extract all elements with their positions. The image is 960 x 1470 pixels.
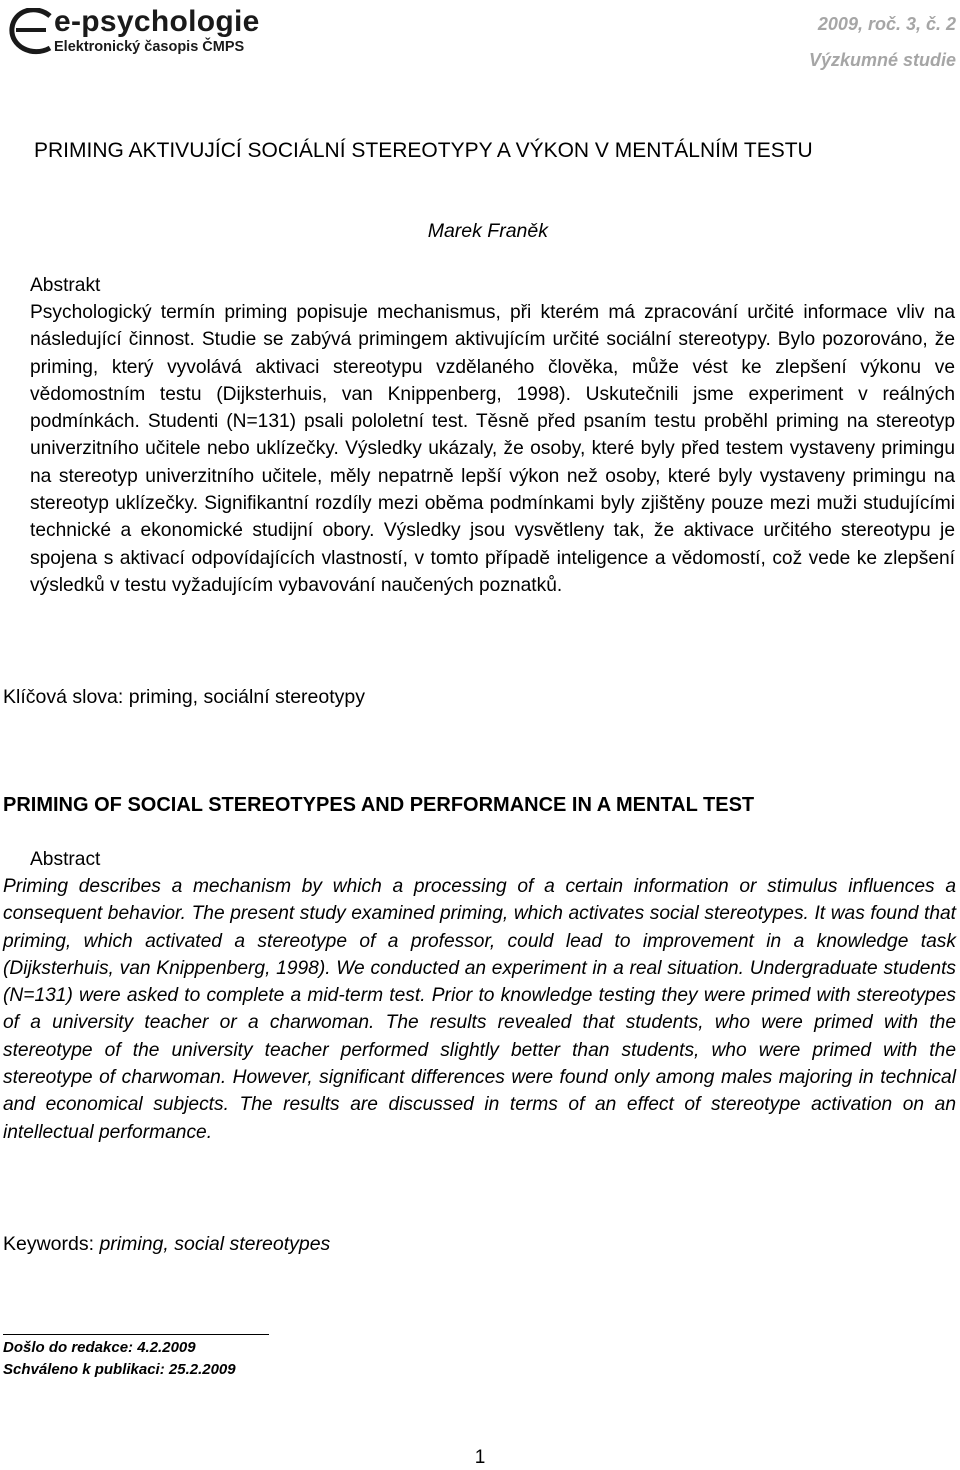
abstract-heading-en: Abstract (30, 849, 101, 870)
received-date: Došlo do redakce: 4.2.2009 (3, 1339, 196, 1356)
keywords-en-value: priming, social stereotypes (99, 1233, 331, 1255)
section-name: Výzkumné studie (808, 50, 956, 70)
keywords-en (3, 1230, 330, 1258)
abstract-text-cz: Psychologický termín priming popisuje mechanismus, při kterém má zpracování určité informace vliv na následující činnost. Studie se zabývá primingem aktivujícím určité sociální stereotypy. Bylo pozorováno, že priming, který vyvolává aktivaci stereotypu vzdělaného člověka, může vést ke zlepšení výkonu ve vědomostním testu (Dijksterhuis, van Knippenberg, 1998). Uskutečnili jsme experiment v reálných podmínkách. Studenti (N=131) psali pololetní test. Těsně před psaním testu proběhl priming na stereotyp univerzitního učitele nebo uklízečky. Výsledky ukázaly, že osoby, které byly před testem vystaveny primingu na stereotyp univerzitního učitele, měly nepatrně lepší výkon než osoby, které byly vystaveny primingu na stereotyp uklízečky. Signifikantní rozdíly mezi oběma podmínkami byly zjištěny pouze mezi muži studujícími technické a ekonomické studijní obory. Výsledky jsou vysvětleny tak, že aktivace určitého stereotypu je spojena s aktivací odpovídajících vlastností, v tomto případě inteligence a vědomostí, což vede ke zlepšení výsledků v testu vyžadujícím vybavování naučených poznatků. (30, 302, 955, 596)
abstract-heading-cz: Abstrakt (30, 275, 101, 296)
article-author: Marek Franěk (427, 220, 548, 242)
journal-logo-mark (6, 8, 58, 56)
issue-number: 2009, roč. 3, č. 2 (817, 14, 956, 34)
article-title-en: PRIMING OF SOCIAL STEREOTYPES AND PERFORMANCE IN A MENTAL TEST (3, 794, 755, 816)
journal-name: e-psychologie (54, 5, 260, 38)
page-header (0, 0, 960, 80)
article-title-cz: PRIMING AKTIVUJÍCÍ SOCIÁLNÍ STEREOTYPY A VÝKON V MENTÁLNÍM TESTU (34, 139, 813, 162)
keywords-en-label: Keywords: (3, 1233, 100, 1255)
issue-info (809, 6, 956, 78)
abstract-text-en: Priming describes a mechanism by which a processing of a certain information or stimulus influences a consequent behavior. The present study examined priming, which activates social stereotypes. It was found that priming, which activated a stereotype of a professor, could lead to improvement in a knowledge task (Dijksterhuis, van Knippenberg, 1998). We conducted an experiment in a real situation. Undergraduate students (N=131) were asked to complete a mid-term test. Prior to knowledge testing they were primed with stereotypes of a university teacher or a charwoman. The results revealed that students, who were primed with the stereotype of the university teacher performed slightly better than students, who were primed with the stereotype of charwoman. However, significant differences were found only among males majoring in technical and economical subjects. The results are discussed in terms of an effect of stereotype activation on an intellectual performance. (3, 876, 956, 1143)
accepted-date: Schváleno k publikaci: 25.2.2009 (3, 1361, 236, 1378)
abstract-en (3, 846, 956, 1146)
journal-logo (6, 4, 296, 60)
footnotes (3, 1337, 236, 1381)
footnote-separator (3, 1334, 269, 1335)
abstract-cz (30, 272, 955, 599)
page-number: 1 (474, 1447, 486, 1468)
keywords-cz: Klíčová slova: priming, sociální stereotypy (3, 686, 365, 708)
journal-subtitle: Elektronický časopis ČMPS (54, 39, 245, 55)
